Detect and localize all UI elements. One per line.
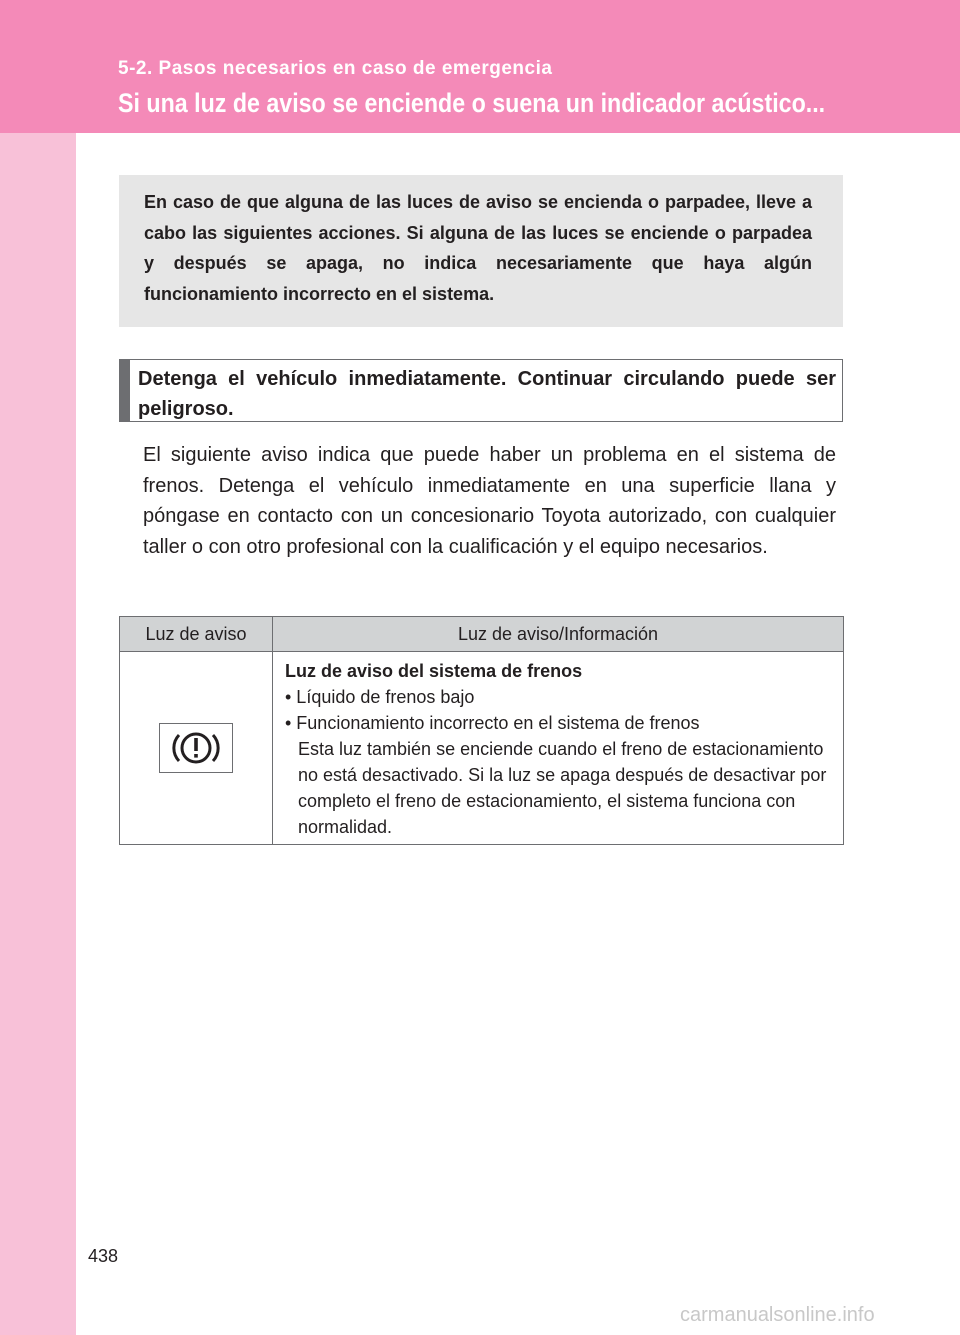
intro-box <box>119 175 843 327</box>
side-strip <box>0 0 76 1335</box>
intro-text: En caso de que alguna de las luces de aviso se encienda o parpadee, lleve a cabo las siguientes acciones. Si alguna de las luces se enciende o parpadea y después se apaga, no indica necesariamente que haya algún funcionamiento incorrecto en el sistema. <box>144 192 812 304</box>
warning-bar <box>120 360 130 421</box>
page-title: Si una luz de aviso se enciende o suena un indicador acústico... <box>118 88 826 118</box>
table-header-row <box>120 617 844 652</box>
column-header-info: Luz de aviso/Información <box>273 617 844 652</box>
info-bullet: • Líquido de frenos bajo <box>285 687 475 707</box>
table-row <box>120 652 844 845</box>
column-header-light: Luz de aviso <box>120 617 273 652</box>
warning-box <box>119 359 843 422</box>
light-cell <box>120 652 273 845</box>
info-bullet: • Funcionamiento incorrecto en el sistema de frenos <box>285 713 700 733</box>
info-title: Luz de aviso del sistema de frenos <box>285 661 583 681</box>
page-header <box>0 0 960 133</box>
info-note: Esta luz también se enciende cuando el freno de estacionamiento no está desactivado. Si la luz se apaga después de desactivar por completo el freno de estacionamiento, el sistema funciona con normalidad. <box>298 739 827 837</box>
page-number: 438 <box>88 1246 119 1266</box>
watermark: carmanualsonline.info <box>680 1304 875 1326</box>
warning-light-table <box>119 616 844 845</box>
section-label: 5-2. Pasos necesarios en caso de emergencia <box>118 58 553 79</box>
brake-warning-icon <box>159 723 233 773</box>
info-cell <box>273 652 844 845</box>
body-paragraph: El siguiente aviso indica que puede haber un problema en el sistema de frenos. Detenga el vehículo inmediatamente en una superficie llana y póngase en contacto con un concesionario Toyota autorizado, con cualquier taller o con otro profesional con la cualificación y el equipo necesarios. <box>143 444 836 558</box>
warning-text: Detenga el vehículo inmediatamente. Continuar circulando puede ser peligroso. <box>138 368 836 420</box>
